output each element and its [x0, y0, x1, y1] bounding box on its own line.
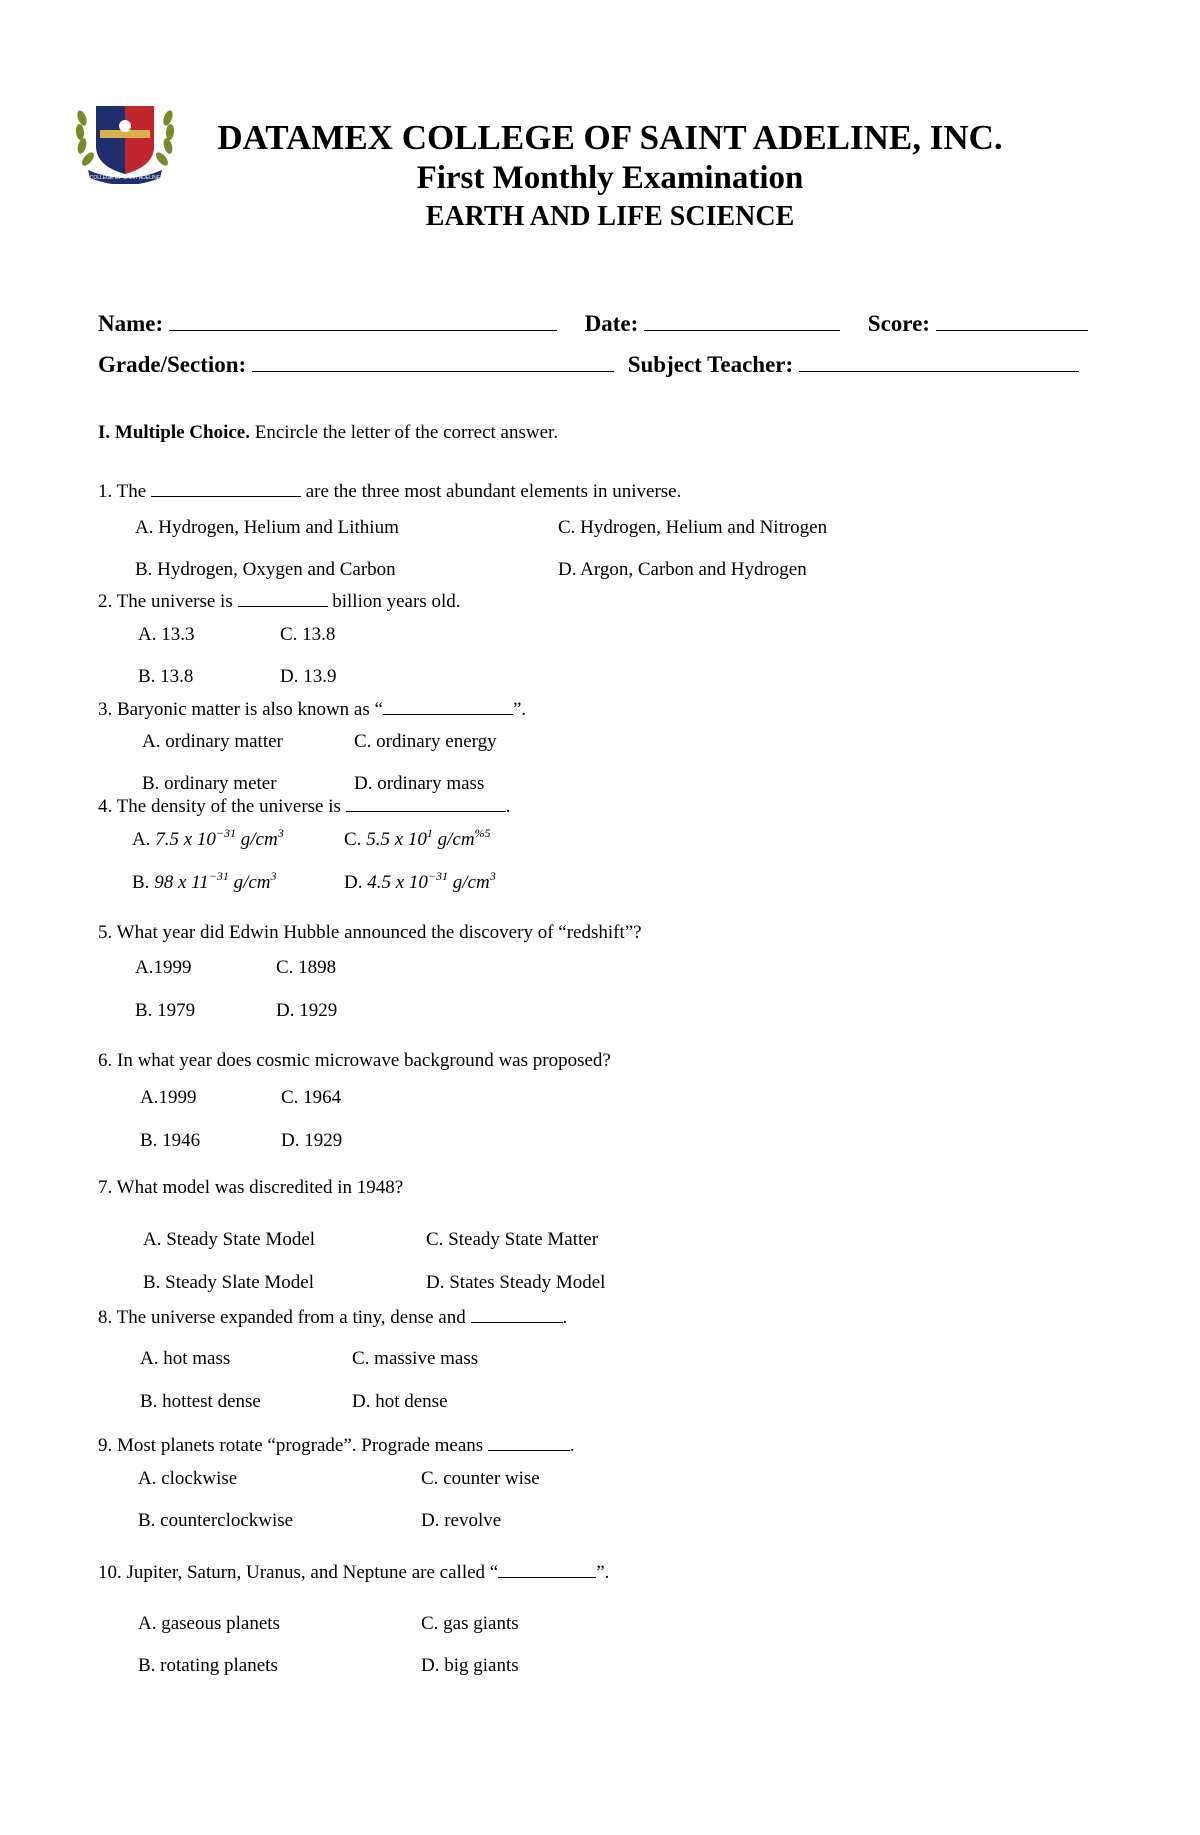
student-info-row-2 [98, 352, 1079, 378]
question-8: 8. The universe expanded from a tiny, dense and . [98, 1307, 568, 1328]
option-item[interactable]: A. 13.3 [138, 624, 195, 645]
option-item[interactable]: B. Steady Slate Model [143, 1272, 314, 1293]
name-field[interactable] [169, 311, 557, 331]
score-field[interactable] [936, 311, 1088, 331]
option-item[interactable]: C. 1964 [281, 1087, 342, 1108]
answer-blank [488, 1434, 570, 1451]
option-item[interactable]: D. 13.9 [280, 666, 337, 687]
answer-blank [151, 480, 301, 497]
option-item[interactable]: B. hottest dense [140, 1391, 261, 1412]
grade-section-label: Grade/Section: [98, 352, 247, 377]
option-item[interactable]: A. gaseous planets [138, 1613, 280, 1634]
college-name: DATAMEX COLLEGE OF SAINT ADELINE, INC. [217, 118, 1003, 157]
option-item[interactable]: C. massive mass [352, 1348, 479, 1369]
question-9: 9. Most planets rotate “prograde”. Prograde means . [98, 1435, 575, 1456]
question-6: 6. In what year does cosmic microwave background was proposed? [98, 1050, 611, 1071]
subject-title: EARTH AND LIFE SCIENCE [425, 201, 795, 232]
question-2: 2. The universe is billion years old. [98, 591, 461, 612]
option-item[interactable]: C. 13.8 [280, 624, 336, 645]
date-label: Date: [584, 311, 639, 336]
option-item[interactable]: B. rotating planets [138, 1655, 278, 1676]
option-item[interactable]: A. Hydrogen, Helium and Lithium [135, 517, 399, 538]
option-item[interactable]: D. 4.5 x $10^{-31}$ $g/cm^3$ [344, 869, 496, 893]
answer-blank [471, 1306, 563, 1323]
instructions [98, 422, 558, 444]
question-5: 5. What year did Edwin Hubble announced the discovery of “redshift”? [98, 922, 642, 943]
option-item[interactable]: C. counter wise [421, 1468, 540, 1489]
question-1: 1. The are the three most abundant elements in universe. [98, 481, 682, 502]
option-item[interactable]: C. gas giants [421, 1613, 519, 1634]
option-item[interactable]: D. hot dense [352, 1391, 448, 1412]
answer-blank [346, 795, 506, 812]
question-4: 4. The density of the universe is . [98, 796, 511, 817]
question-7: 7. What model was discredited in 1948? [98, 1177, 404, 1198]
date-field[interactable] [644, 311, 840, 331]
question-10: 10. Jupiter, Saturn, Uranus, and Neptune are called “ ”. [98, 1562, 610, 1583]
option-item[interactable]: D. big giants [421, 1655, 519, 1676]
option-item[interactable]: D. 1929 [281, 1130, 343, 1151]
subject-teacher-field[interactable] [799, 352, 1079, 372]
option-item[interactable]: C. 1898 [276, 957, 337, 978]
option-item[interactable]: A.1999 [140, 1087, 197, 1108]
option-item[interactable]: C. 5.5 x $10^1$ $g/cm^{\%5}$ [344, 826, 491, 850]
student-info-row-1 [98, 311, 1088, 337]
option-item[interactable]: A.1999 [135, 957, 192, 978]
option-item[interactable]: D. States Steady Model [426, 1272, 606, 1293]
option-item[interactable]: C. Steady State Matter [426, 1229, 599, 1250]
option-item[interactable]: D. Argon, Carbon and Hydrogen [558, 559, 807, 580]
option-item[interactable]: B. Hydrogen, Oxygen and Carbon [135, 559, 396, 580]
option-item[interactable]: D. 1929 [276, 1000, 338, 1021]
score-label: Score: [867, 311, 930, 336]
name-label: Name: [98, 311, 164, 336]
answer-blank [498, 1561, 596, 1578]
option-item[interactable]: A. Steady State Model [143, 1229, 316, 1250]
question-3: 3. Baryonic matter is also known as “ ”. [98, 699, 527, 720]
grade-section-field[interactable] [252, 352, 614, 372]
seal-ribbon-text: COLLEGE OF SAINT ADELINE [89, 175, 161, 181]
exam-title: First Monthly Examination [416, 160, 804, 196]
option-item[interactable]: A. clockwise [138, 1468, 238, 1489]
option-item[interactable]: C. ordinary energy [354, 731, 497, 752]
answer-blank [383, 698, 513, 715]
option-item[interactable]: D. ordinary mass [354, 773, 485, 794]
answer-blank [238, 590, 328, 607]
option-item[interactable]: C. Hydrogen, Helium and Nitrogen [558, 517, 828, 538]
option-item[interactable]: A. 7.5 x $10^{-31}$ $g/cm^3$ [132, 826, 284, 850]
instructions-text: Encircle the letter of the correct answer. [250, 422, 559, 443]
option-item[interactable]: B. ordinary meter [142, 773, 277, 794]
subject-teacher-label: Subject Teacher: [627, 352, 794, 377]
option-item[interactable]: D. revolve [421, 1510, 502, 1531]
option-item[interactable]: A. ordinary matter [142, 731, 283, 752]
option-item[interactable]: B. 98 x $11^{-31}$ $g/cm^3$ [132, 869, 277, 893]
option-item[interactable]: B. 1946 [140, 1130, 201, 1151]
option-item[interactable]: B. counterclockwise [138, 1510, 294, 1531]
instructions-heading: I. Multiple Choice. [98, 422, 250, 443]
option-item[interactable]: B. 1979 [135, 1000, 196, 1021]
option-item[interactable]: A. hot mass [140, 1348, 231, 1369]
option-item[interactable]: B. 13.8 [138, 666, 194, 687]
